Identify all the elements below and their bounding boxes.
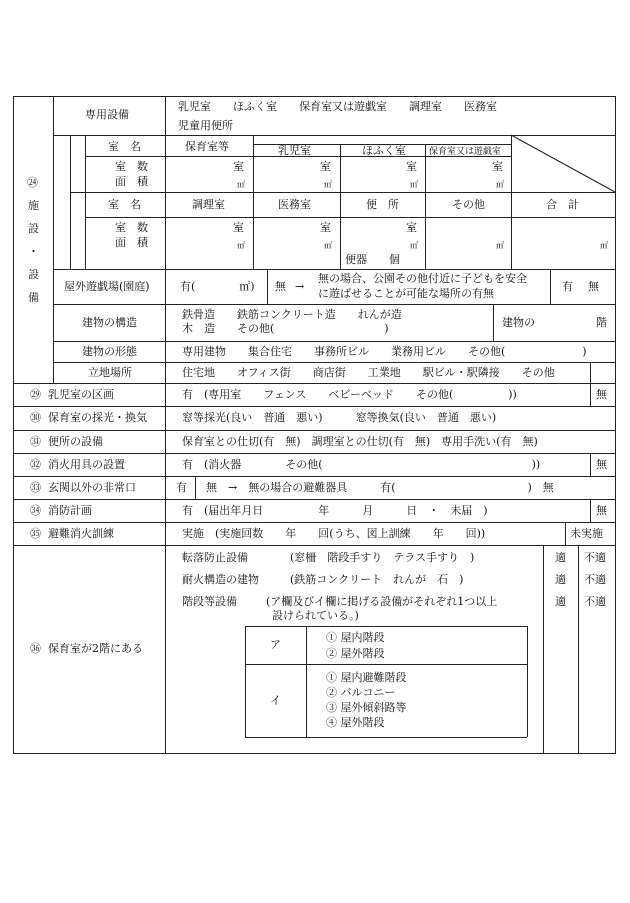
sec36-item3-detail-cont: 設けられている。): [272, 609, 359, 622]
t1-rooms-count: 室 数: [115, 160, 148, 173]
t1-u-m2-2: ㎡: [324, 180, 332, 189]
sec24-vlabel-4: 設: [28, 268, 39, 281]
ai-top: [245, 626, 527, 627]
t1-sub-3: 保育室又は遊戯室: [429, 147, 502, 157]
ai-i-label: イ: [270, 694, 281, 707]
st-v1: [493, 304, 494, 341]
sec36-item2-detail: (鉄筋コンクリート れんが 石 ): [290, 573, 464, 586]
row32-label: 消火用具の設置: [48, 458, 125, 471]
row31-label: 便所の設備: [48, 435, 103, 448]
t2-u-m2-5: ㎡: [600, 241, 608, 250]
structure-floors-unit: 階: [596, 316, 607, 329]
row31-num: ㉛: [30, 435, 41, 448]
t2-col-1: 調理室: [192, 198, 225, 211]
row29-label: 乳児室の区画: [48, 388, 114, 401]
t1-area: 面 積: [115, 175, 148, 188]
playground-label: 屋外遊戯場(園庭): [64, 280, 150, 293]
sec24-vlabel-5: 備: [28, 291, 39, 304]
r29-v: [590, 383, 591, 406]
structure-line2: 木 造 その他( ): [182, 322, 389, 335]
r32-v: [590, 453, 591, 476]
row29-value: 有 (専用室 フェンス ベビーベッド その他( )): [182, 388, 517, 401]
row34-num: ㉞: [30, 504, 41, 517]
row35-value: 実施 (実施回数 年 回(うち、図上訓練 年 回)): [182, 527, 486, 540]
playground-yes: 有( ㎡): [180, 280, 255, 293]
ai-right: [527, 626, 528, 737]
t1-u-room-1: 室: [233, 160, 244, 173]
sec24-vlabel-1: 施: [28, 199, 39, 212]
sec24-vlabel-2: 設: [28, 222, 39, 235]
sec36-label: 保育室が2階にある: [48, 642, 143, 655]
sec36-item1-detail: (窓柵 階段手すり テラス手すり ): [290, 551, 475, 564]
t1-room-name: 室 名: [108, 140, 141, 153]
row-line-5: [13, 499, 616, 500]
s36-v1: [543, 545, 544, 753]
row35-num: ㉟: [30, 527, 41, 540]
exclusive-line1: 乳児室 ほふく室 保育室又は遊戯室 調理室 医務室: [178, 100, 497, 113]
sec36-item3-ok: 適: [555, 595, 566, 608]
sec36-item2-ng: 不適: [584, 573, 606, 586]
row32-right: 無: [596, 458, 607, 471]
ai-div: [306, 626, 307, 737]
ai-left: [245, 626, 246, 737]
structure-line1: 鉄骨造 鉄筋コンクリート造 れんが造: [182, 308, 402, 321]
playground-note1: 無の場合、公園その他付近に子どもを安全: [318, 272, 527, 285]
t2-rooms-count: 室 数: [115, 221, 148, 234]
row30-value: 窓等採光(良い 普通 悪い) 窓等換気(良い 普通 悪い): [182, 411, 497, 424]
sec36-item1-name: 転落防止設備: [182, 551, 248, 564]
row-line-6: [13, 522, 616, 523]
sec36-num: ㊱: [30, 642, 41, 655]
t1-u-m2-4: ㎡: [496, 180, 504, 189]
t2-u-room-1: 室: [233, 221, 244, 234]
row-line-4: [13, 476, 616, 477]
row-line-1: [13, 406, 616, 407]
sec36-item1-ng: 不適: [584, 551, 606, 564]
r35-v: [565, 522, 566, 545]
ai-i-item2: ② バルコニー: [326, 686, 396, 699]
r34-v: [590, 499, 591, 522]
t1-u-room-3: 室: [406, 160, 417, 173]
t2-u-m2-2: ㎡: [324, 241, 332, 250]
ai-a-label: ア: [270, 638, 281, 651]
row33-label: 玄関以外の非常口: [48, 481, 136, 494]
playground-no: 無: [275, 280, 286, 293]
playground-nashi: 無: [588, 280, 599, 293]
t2-u-m2-3: ㎡: [410, 241, 418, 250]
t2-u-m2-4: ㎡: [496, 241, 504, 250]
r33-v: [195, 476, 196, 499]
ai-a-item2: ② 屋外階段: [326, 647, 385, 660]
ai-mid: [245, 664, 527, 665]
row32-num: ㉜: [30, 458, 41, 471]
row35-label: 避難消火訓練: [48, 527, 114, 540]
row30-num: ㉚: [30, 411, 41, 424]
t1-u-m2-3: ㎡: [410, 180, 418, 189]
row-line-2: [13, 430, 616, 431]
row33-num: ㉝: [30, 481, 41, 494]
structure-label: 建物の構造: [82, 316, 137, 329]
form-label: 建物の形態: [82, 345, 137, 358]
t2-toilet-count: 便器 個: [345, 253, 400, 266]
row30-label: 保育室の採光・換気: [48, 411, 147, 424]
exclusive-line2: 児童用便所: [178, 119, 233, 132]
pg-v2: [550, 269, 551, 304]
s36-v2: [578, 545, 579, 753]
ai-a-item1: ① 屋内階段: [326, 631, 385, 644]
location-value: 住宅地 オフィス街 商店街 工業地 駅ビル・駅隣接 その他: [182, 366, 555, 379]
sec36-item3-name: 階段等設備: [182, 595, 237, 608]
t1-hoiku: 保育室等: [185, 140, 229, 153]
ai-i-item4: ④ 屋外階段: [326, 716, 385, 729]
t2-u-m2-1: ㎡: [237, 241, 245, 250]
playground-note2: に遊ばせることが可能な場所の有無: [318, 287, 494, 300]
row31-value: 保育室との仕切(有 無) 調理室との仕切(有 無) 専用手洗い(有 無): [182, 435, 538, 448]
exclusive-label: 専用設備: [85, 108, 129, 121]
t2-col-3: 便 所: [366, 198, 399, 211]
sec36-item1-ok: 適: [555, 551, 566, 564]
structure-floors-label: 建物の: [502, 316, 535, 329]
row33-detail: 無 → 無の場合の避難器具 有( ) 無: [206, 481, 554, 494]
sec36-item3-detail: (ア欄及びイ欄に掲げる設備がそれぞれ1つ以上: [266, 595, 498, 608]
t2-room-name: 室 名: [108, 198, 141, 211]
row29-right: 無: [596, 388, 607, 401]
t2-col-4: その他: [452, 198, 485, 211]
t2-u-room-2: 室: [320, 221, 331, 234]
sec24-vlabel-3: ・: [28, 245, 39, 258]
t2-area: 面 積: [115, 236, 148, 249]
ai-i-item1: ① 屋内避難階段: [326, 671, 407, 684]
t1-u-m2-1: ㎡: [237, 180, 245, 189]
t1-u-room-4: 室: [492, 160, 503, 173]
ai-bottom: [245, 737, 527, 738]
t1-sub-2: ほふく室: [362, 144, 406, 157]
t2-u-room-3: 室: [406, 221, 417, 234]
row33-value: 有: [176, 481, 187, 494]
t2-col-5: 合 計: [546, 198, 579, 211]
row35-right: 未実施: [570, 527, 603, 540]
row32-value: 有 (消火器 その他( )): [182, 458, 541, 471]
pg-v1: [267, 269, 268, 304]
playground-arrow: →: [295, 280, 305, 293]
sec36-item2-ok: 適: [555, 573, 566, 586]
row34-value: 有 (届出年月日 年 月 日 ・ 未届 ): [182, 504, 488, 517]
t1-u-room-2: 室: [320, 160, 331, 173]
row29-num: ㉙: [30, 388, 41, 401]
sec36-item2-name: 耐火構造の建物: [182, 573, 259, 586]
loc-v1: [590, 362, 591, 383]
form-value: 専用建物 集合住宅 事務所ビル 業務用ビル その他( ): [182, 345, 587, 358]
location-label: 立地場所: [88, 366, 132, 379]
ai-i-item3: ③ 屋外傾斜路等: [326, 701, 407, 714]
t1-sub-1: 乳児室: [278, 144, 311, 157]
lower-label-divider: [165, 383, 166, 754]
playground-ari: 有: [562, 280, 573, 293]
row34-label: 消防計画: [48, 504, 92, 517]
row-line-7: [13, 545, 616, 546]
sec24-number: ㉔: [27, 176, 38, 189]
row-line-3: [13, 453, 616, 454]
row34-right: 無: [596, 504, 607, 517]
sec36-item3-ng: 不適: [584, 595, 606, 608]
t2-col-2: 医務室: [278, 198, 311, 211]
